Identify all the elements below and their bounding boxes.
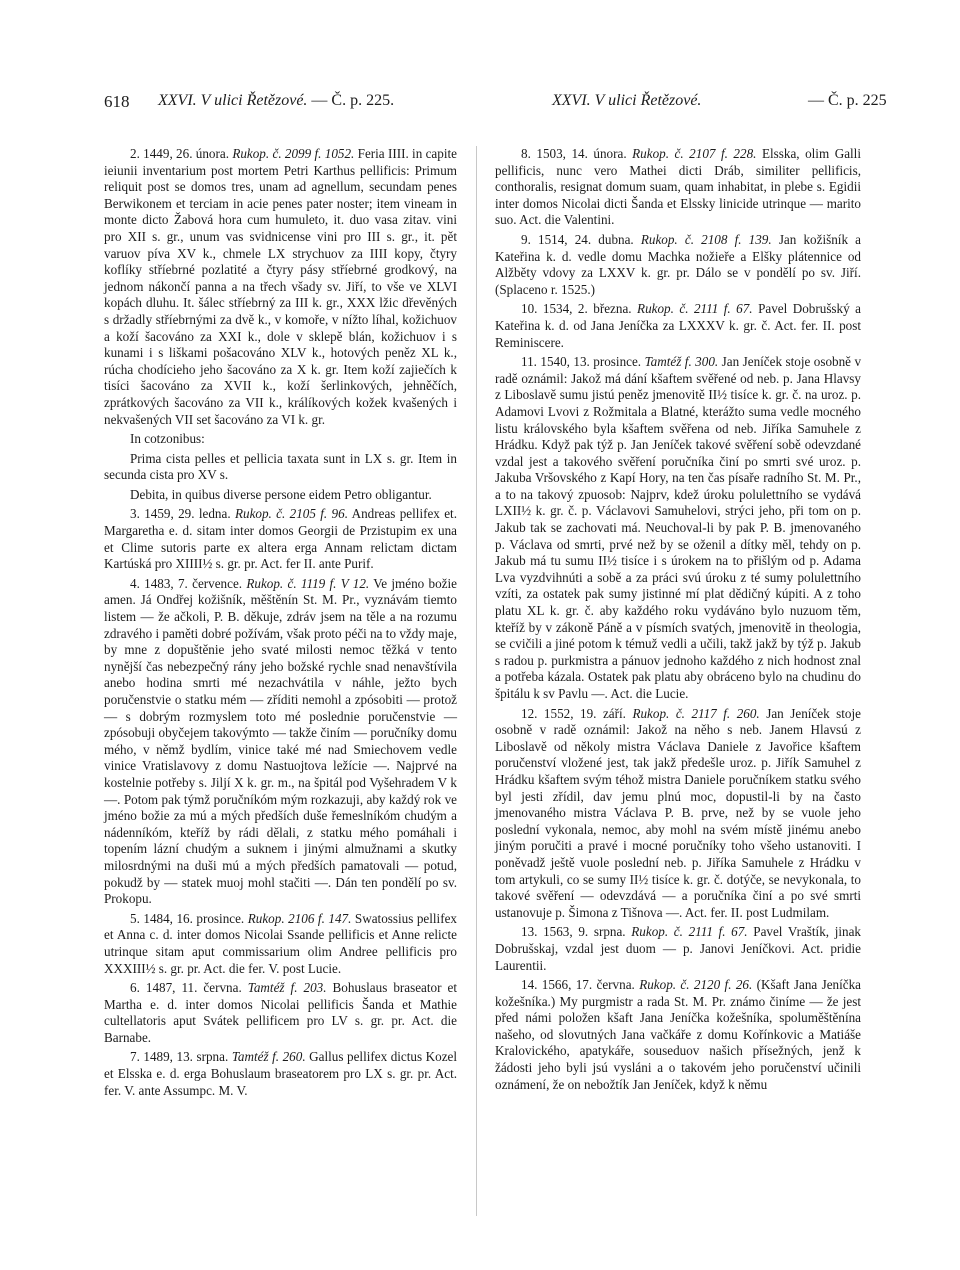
document-entry: [495, 146, 861, 229]
running-head-left-title: XXVI. V ulici Řetězové.: [158, 92, 308, 109]
entry-lead: 7. 1489, 13. srpna.: [130, 1049, 229, 1065]
entry-text: Pavel Vraštík, jinak Dobrušskaj, vzdal jest duom — p. Janovi Jeníčkovi. Act. pridie Laurentii.: [495, 924, 862, 973]
running-head-left: [158, 92, 394, 110]
entry-text: Pavel Dobrušský a Kateřina k. d. od Jana Jeníčka za LXXXV k. gr. č. Act. fer. II. post Reminiscere.: [495, 301, 861, 350]
document-entry: [495, 977, 861, 1093]
entry-source: Rukop. 2106 f. 147.: [247, 910, 352, 926]
entry-lead: 10. 1534, 2. března.: [521, 301, 632, 317]
entry-source: Rukop. č. 2105 f. 96.: [234, 506, 348, 522]
entry-lead: 2. 1449, 26. února.: [130, 146, 229, 161]
entry-source: Tamtéž f. 203.: [247, 980, 327, 996]
entry-text: Feria IIII. in capite ieiunii inventarium post mortem Petri Karthus pellificis: Primum reliquit post se domos tres, unam ad agnellum, secundam penes Berwikonem et terciam in acie penes pater noster; item vineam in monte dicto Žabová hora cum humuleto, it. duo vasa zitav. vini pro XII s. gr., unum vas svidnicense vini pro III s. gr., it. pět varuov píva XV k., chmele LX strychuov za IIII kopy, čtyry koflíky stříebrné pozlatité a čtyry pásy stříebrné grodkový, na jednom nákončí panna a na třech všady sv. Jiří, to vše ve XLVI kopách dluhu. It. šálec stříebrný za III k. gr., XXX lžic dřevěných s držadly stříebrnými za dvě k., v komoře, v nížto líhal, kožichuov a koží šacováno za XXI k., dole v sklepě blán, kožichuov i s kunami i s liškami pošacováno XLV k., hotových peněz XL k., rúcha chodícieho jeho šacováno za X k. gr. Item koží zajiečích k tisíci šacováno za XVII k., koží šerlinkových, jehněčích, zprátkových šacováno za VII k., králíkových kožek kvašených i nekvašených VII set šacováno za VI k. gr.: [104, 146, 457, 427]
entry-text: Jan Jeníček stoje osobně v radě oznámil: Jakož na něho s neb. Janem Hlavsú z Liboslavě od několy mistra Václava Daniele z Javořice kšaftem poručenství vložené jest, tak jakž předešle uroz. p. Jiřík Samuhel z Hrádku kšaftem svým téhož mistra Daniele poručníkem statku svého byl jesti zřídil, dav jemu plnú moc, dopustil-li by na často jmenovaného mistra Václava P. B. prve, než by se vuole jeho poslední vykonala, nemoc, aby mohl na svém místě jinému anebo jiným poručiti a pravé i mocné poručníky toho všeho ustanoviti. I poněvadž ještě vuole poslední neb. p. Jiříka Samuhele z Hrádku v tom artykuli, co se sumy II½ tisíce k. gr. č. dotýče, se nevykonala, to takové svěření — odevzdává — a poručníka činí a po své smrti ustanovuje p. Šimona z Tišnova —. Act. fer. II. post Ludmilam.: [495, 705, 861, 920]
document-entry: [104, 911, 457, 977]
entry-source: Rukop. č. 2099 f. 1052.: [232, 146, 355, 161]
document-entry: [104, 146, 457, 428]
entry-text: Jan Jeníček stoje osobně v radě oznámil: Jakož má dání kšaftem svěřené od neb. p. Jana Hlavsy z Liboslavě sumu jistú peněz jmenovitě II½ tisíce k. gr. č. na uroz. p. Adamovi Lvovi z Rožmitala a Blatné, kterážto suma vedle mocného listu královského byla kšaftem svěřena od neb. Jiříka Samuhele z Hrádku. Když pak týž p. Jan Jeníček takové svěření sobě odevzdané vzdal jest a takového svěření poručníka činí po smrti své uroz. p. Jakuba Vršovského z Kapí Hory, na ten čas písaře radního St. M. Pr., a to na takový zpuosob: Najprv, kdež úroku polulettního se vydává LXII½ k. gr. č. p. Václavovi Samuhelovi, strýci jeho, při tom on p. Jakub tak se zachovati má. Neuchoval-li by pak P. B. jmenovaného p. Václava od smrti, prvé než by se oženil a dítky měl, tehdy on p. Jakub má tu sumu II½ tisíce i s úrokem na to přišlým od p. Adama Lva vyzdvihnúti a sobě a za práci svú úroku z té sumy polulettního vzíti, za ostatek pak sumy jistinné mí plat dědičný kúpiti. A z toho platu XL k. gr. č. aby každého roku vydáváno bylo nuzuom těm, kteříž by v zákoně Páně a v písmích svatých, jmenovitě in theologia, se cvičili a jiné potom k témuž vedli a učili, takž jakž by týž p. Jakub s radou p. purkmistra a pánuov jednoho každého z nich hodnost znal a potřeba kázala. Ostatek pak platu aby obráceno bylo na chudinu do špitálu k sv Pavlu —. Act. die Lucie.: [495, 354, 862, 701]
entry-text: Andreas pellifex et. Margaretha e. d. sitam inter domos Georgii de Przistupim ex una et Clime sutoris parte ex altera erga Annam relictam dictam Kartúská pro XIIII½ s. gr. pr. Act. fer II. ante Purif.: [104, 506, 457, 572]
entry-lead: In cotzonibus:: [130, 431, 205, 447]
column-divider: [476, 146, 477, 1216]
document-entry: [104, 487, 457, 504]
entry-source: Rukop. č. 2107 f. 228.: [632, 146, 757, 161]
document-entry: [104, 980, 457, 1046]
entry-source: Rukop. č. 2111 f. 67.: [631, 924, 748, 940]
entry-text: (Kšaft Jana Jeníčka kožešníka.) My purgmistr a rada St. M. Pr. známo činíme — že jest před námi položen kšaft Jana Jeníčka kožešníka, spoluměštěnína našeho, od slovutných Jana vačkáře z domu Kořínkovic a Matiáše Kralovického, apatykáře, souseduov našich přísežných, jenž k žádosti jeho byli jsú vysláni a o takovém jeho poručenství učinili oznámení, že on nebožtík Jan Jeníček, když k němu: [495, 977, 861, 1092]
entry-lead: 4. 1483, 7. července.: [130, 575, 243, 591]
document-entry: [495, 232, 861, 298]
entry-text: Swatossius pellifex et Anna c. d. inter domos Nicolai Ssande pellificis et Anne relicte utrinque sitam aput commissarium olim Andree pellificis pro XXXIII½ s. gr. pr. Act. die fer. V. post Lucie.: [104, 910, 457, 976]
entry-lead: 13. 1563, 9. srpna.: [521, 924, 626, 940]
running-head-right-cp: — Č. p. 225: [808, 92, 887, 109]
entry-source: Rukop. č. 2111 f. 67.: [637, 301, 753, 317]
entry-lead: 8. 1503, 14. února.: [521, 146, 627, 161]
document-entry: [495, 354, 861, 702]
document-entry: [495, 924, 861, 974]
entry-text: Debita, in quibus diverse persone eidem Petro obligantur.: [130, 486, 432, 502]
document-entry: [104, 431, 457, 448]
document-entry: [104, 506, 457, 572]
entry-lead: 9. 1514, 24. dubna.: [521, 231, 634, 247]
entry-lead: 14. 1566, 17. června.: [521, 977, 635, 993]
entry-lead: 6. 1487, 11. června.: [130, 980, 242, 996]
entry-lead: 5. 1484, 16. prosince.: [130, 910, 245, 926]
entry-source: Rukop. č. 1119 f. V 12.: [246, 575, 370, 591]
document-entry: [495, 706, 861, 922]
right-column: [495, 146, 861, 1096]
document-entry: [104, 1049, 457, 1099]
document-entry: [104, 451, 457, 484]
running-head-right: [552, 92, 701, 110]
running-head-right-title: XXVI. V ulici Řetězové.: [552, 92, 702, 109]
entry-text: Prima cista pelles et pellicia taxata sunt in LX s. gr. Item in secunda cista pro XV s.: [104, 450, 457, 483]
entry-source: Tamtéž f. 260.: [231, 1049, 306, 1065]
entry-text: Bohuslaus braseator et Martha e. d. inter domos Nicolai pellificis Šanda et Mathie cultellatoris aput Svátek pellificem pro LV s. gr. pr. Act. die Barnabe.: [104, 980, 457, 1045]
document-entry: [495, 301, 861, 351]
entry-text: Gallus pellifex dictus Kozel et Elsska e. d. erga Bohuslaum braseatorem pro LX s. gr. pr. Act. fer. V. ante Assumpc. M. V.: [104, 1049, 458, 1098]
entry-source: Rukop. č. 2120 f. 26.: [639, 977, 753, 993]
page-number: 618: [104, 92, 130, 111]
entry-lead: 11. 1540, 13. prosince.: [521, 354, 642, 370]
document-entry: [104, 576, 457, 908]
entry-source: Rukop. č. 2117 f. 260.: [632, 705, 760, 721]
entry-lead: 12. 1552, 19. září.: [521, 705, 626, 721]
entry-lead: 3. 1459, 29. ledna.: [130, 506, 231, 522]
left-column: [104, 146, 457, 1102]
entry-source: Rukop. č. 2108 f. 139.: [640, 231, 772, 247]
entry-text: Jan kožišník a Kateřina k. d. vedle domu Machka nožieře a Elšky plátennice od Alžběty vdovy za LXXV k. gr. pr. Dálo se v pondělí po sv. Jiří. (Splaceno r. 1525.): [495, 231, 861, 297]
entry-source: Tamtéž f. 300.: [644, 354, 719, 370]
running-head-left-cp: — Č. p. 225.: [311, 92, 395, 109]
page-header: [0, 92, 960, 118]
entry-text: Elsska, olim Galli pellificis, nunc vero Mathei dicti Dráb, similiter pellificis, conthoralis, resignat domum suam, quam inhabitat, in plebe s. Egidii inter domos Nicolai dicti Šanda et Elssky linicide utrinque — marito suo. Act. die Valentini.: [495, 146, 861, 228]
entry-text: Ve jméno božie amen. Já Ondřej kožišník, měštěnín St. M. Pr., vyznávám tiemto listem — že ačkoli, P. B. děkuje, zdráv jsem na těle a na rozumu zdravého i paměti dobré požívám, však proto péči na to vždy maje, by mne z dopuštěnie jeho svaté milosti nemoc těžká v tento nynější čas nebezpečný rány jeho božské rychle snad nenavštívila anebo hodina smrti mé nezachvátila v náhle, ježto bych poručenstvie o statku mém — zříditi nemohl a zpósobiti — protož — s dobrým rozmyslem toto mé poslednie poručenstvie — zpósobuji obyčejem takovýmto — takže činím — poručníky domu mého, v němž bydlím, vinice také mé nad Smiechovem vedle vinice Vratislavovy z domu Nastuojtova ležície —. Najprvé na kostelnie potřeby s. Jiljí X k. gr. m., na špitál pod Vyšehradem V k —. Potom pak týmž poručníkóm mým rozkazuji, aby každý rok ve jméno božie za mú a mých předších duše řemeslníkóm chudým a nádenníkóm, kteříž by rádi dělali, z statku mého pomáhali i topením lázní chudým a suknem i jinými almužnami a skutky milosrdnými na duši mú a mých předších pamatovali — potud, pokudž by — statek muoj mohl stačiti —. Dán ten pondělí po sv. Prokopu.: [104, 575, 457, 907]
